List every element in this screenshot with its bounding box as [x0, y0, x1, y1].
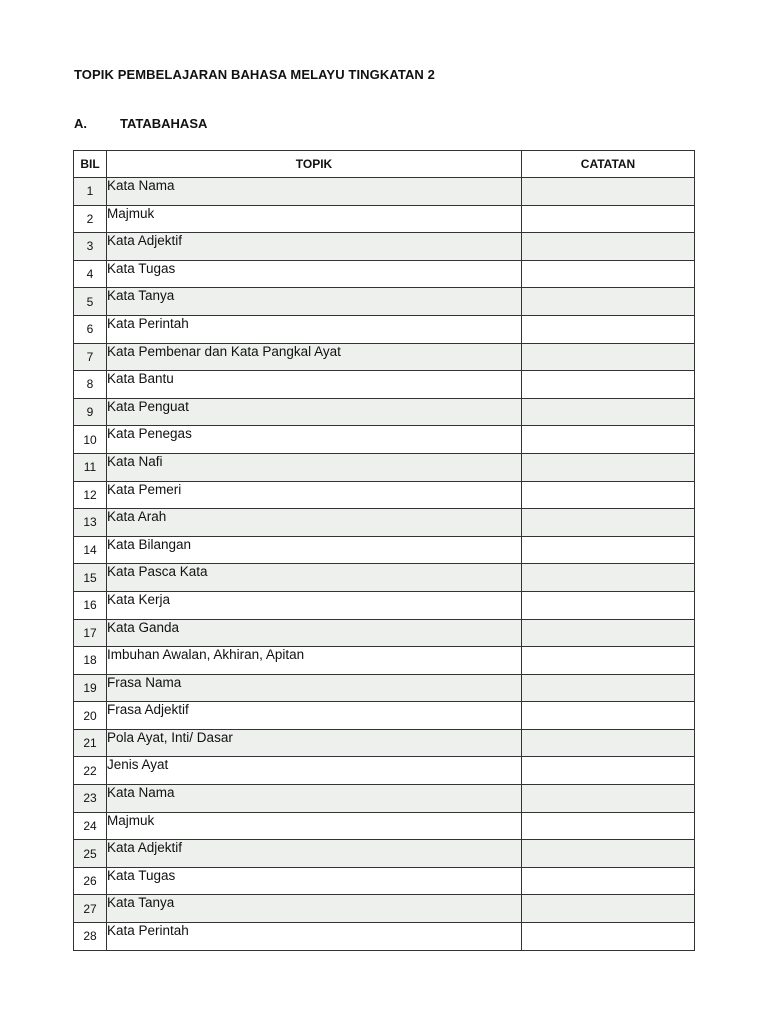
row-number: 6: [74, 315, 107, 343]
row-topic: Frasa Nama: [107, 674, 522, 702]
row-topic: Imbuhan Awalan, Akhiran, Apitan: [107, 647, 522, 675]
row-topic: Kata Arah: [107, 509, 522, 537]
header-topik: TOPIK: [107, 151, 522, 178]
row-notes: [522, 674, 695, 702]
row-number: 5: [74, 288, 107, 316]
row-number: 3: [74, 233, 107, 261]
row-number: 12: [74, 481, 107, 509]
row-topic: Kata Perintah: [107, 923, 522, 951]
row-topic: Kata Tanya: [107, 895, 522, 923]
row-topic: Majmuk: [107, 205, 522, 233]
row-topic: Kata Adjektif: [107, 233, 522, 261]
row-number: 26: [74, 867, 107, 895]
page-title: TOPIK PEMBELAJARAN BAHASA MELAYU TINGKATAN 2: [74, 67, 435, 82]
header-catatan: CATATAN: [522, 151, 695, 178]
table-row: [74, 481, 695, 509]
table-row: [74, 343, 695, 371]
row-number: 20: [74, 702, 107, 730]
row-number: 4: [74, 260, 107, 288]
row-number: 19: [74, 674, 107, 702]
table-row: [74, 509, 695, 537]
table-row: [74, 453, 695, 481]
row-notes: [522, 812, 695, 840]
row-notes: [522, 315, 695, 343]
table-row: [74, 840, 695, 868]
row-number: 11: [74, 453, 107, 481]
row-notes: [522, 840, 695, 868]
row-number: 16: [74, 591, 107, 619]
row-number: 23: [74, 785, 107, 813]
row-topic: Kata Penegas: [107, 426, 522, 454]
row-number: 13: [74, 509, 107, 537]
row-notes: [522, 647, 695, 675]
row-number: 28: [74, 923, 107, 951]
row-topic: Kata Kerja: [107, 591, 522, 619]
row-notes: [522, 591, 695, 619]
topics-table: [73, 150, 695, 951]
row-notes: [522, 619, 695, 647]
table-row: [74, 398, 695, 426]
row-topic: Kata Penguat: [107, 398, 522, 426]
table-row: [74, 757, 695, 785]
row-number: 18: [74, 647, 107, 675]
table-row: [74, 315, 695, 343]
row-number: 22: [74, 757, 107, 785]
table-row: [74, 702, 695, 730]
table-row: [74, 564, 695, 592]
table-row: [74, 923, 695, 951]
row-topic: Kata Tugas: [107, 867, 522, 895]
row-topic: Kata Perintah: [107, 315, 522, 343]
row-topic: Kata Tanya: [107, 288, 522, 316]
row-notes: [522, 895, 695, 923]
table-header-row: [74, 151, 695, 178]
row-topic: Pola Ayat, Inti/ Dasar: [107, 729, 522, 757]
table-row: [74, 647, 695, 675]
row-notes: [522, 205, 695, 233]
row-notes: [522, 178, 695, 206]
row-notes: [522, 536, 695, 564]
row-number: 7: [74, 343, 107, 371]
table-row: [74, 260, 695, 288]
row-topic: Kata Tugas: [107, 260, 522, 288]
row-topic: Jenis Ayat: [107, 757, 522, 785]
table-row: [74, 288, 695, 316]
table-row: [74, 895, 695, 923]
row-topic: Kata Adjektif: [107, 840, 522, 868]
row-number: 27: [74, 895, 107, 923]
row-notes: [522, 260, 695, 288]
row-number: 9: [74, 398, 107, 426]
row-notes: [522, 288, 695, 316]
row-notes: [522, 757, 695, 785]
row-notes: [522, 343, 695, 371]
row-number: 8: [74, 371, 107, 399]
row-number: 24: [74, 812, 107, 840]
row-notes: [522, 785, 695, 813]
table-row: [74, 536, 695, 564]
row-topic: Kata Nama: [107, 785, 522, 813]
row-notes: [522, 398, 695, 426]
table-row: [74, 591, 695, 619]
row-notes: [522, 729, 695, 757]
table-row: [74, 205, 695, 233]
row-topic: Frasa Adjektif: [107, 702, 522, 730]
section-heading: [74, 116, 207, 131]
table-row: [74, 729, 695, 757]
row-number: 25: [74, 840, 107, 868]
table-row: [74, 233, 695, 261]
row-notes: [522, 564, 695, 592]
table-row: [74, 619, 695, 647]
table-row: [74, 674, 695, 702]
row-number: 15: [74, 564, 107, 592]
table-body: [74, 178, 695, 951]
table-row: [74, 426, 695, 454]
row-number: 17: [74, 619, 107, 647]
row-notes: [522, 453, 695, 481]
table-row: [74, 867, 695, 895]
row-topic: Kata Bilangan: [107, 536, 522, 564]
section-title: TATABAHASA: [120, 116, 208, 131]
table-row: [74, 371, 695, 399]
row-notes: [522, 233, 695, 261]
row-topic: Majmuk: [107, 812, 522, 840]
row-topic: Kata Pemeri: [107, 481, 522, 509]
row-topic: Kata Pembenar dan Kata Pangkal Ayat: [107, 343, 522, 371]
row-notes: [522, 426, 695, 454]
row-number: 10: [74, 426, 107, 454]
table-row: [74, 785, 695, 813]
row-number: 1: [74, 178, 107, 206]
row-topic: Kata Nama: [107, 178, 522, 206]
row-topic: Kata Nafi: [107, 453, 522, 481]
row-number: 14: [74, 536, 107, 564]
row-topic: Kata Bantu: [107, 371, 522, 399]
row-number: 21: [74, 729, 107, 757]
row-notes: [522, 923, 695, 951]
row-notes: [522, 867, 695, 895]
row-number: 2: [74, 205, 107, 233]
header-bil: BIL: [74, 151, 107, 178]
row-notes: [522, 481, 695, 509]
table-row: [74, 812, 695, 840]
row-topic: Kata Pasca Kata: [107, 564, 522, 592]
row-notes: [522, 702, 695, 730]
row-topic: Kata Ganda: [107, 619, 522, 647]
row-notes: [522, 509, 695, 537]
section-letter: A.: [74, 116, 87, 131]
table-row: [74, 178, 695, 206]
row-notes: [522, 371, 695, 399]
